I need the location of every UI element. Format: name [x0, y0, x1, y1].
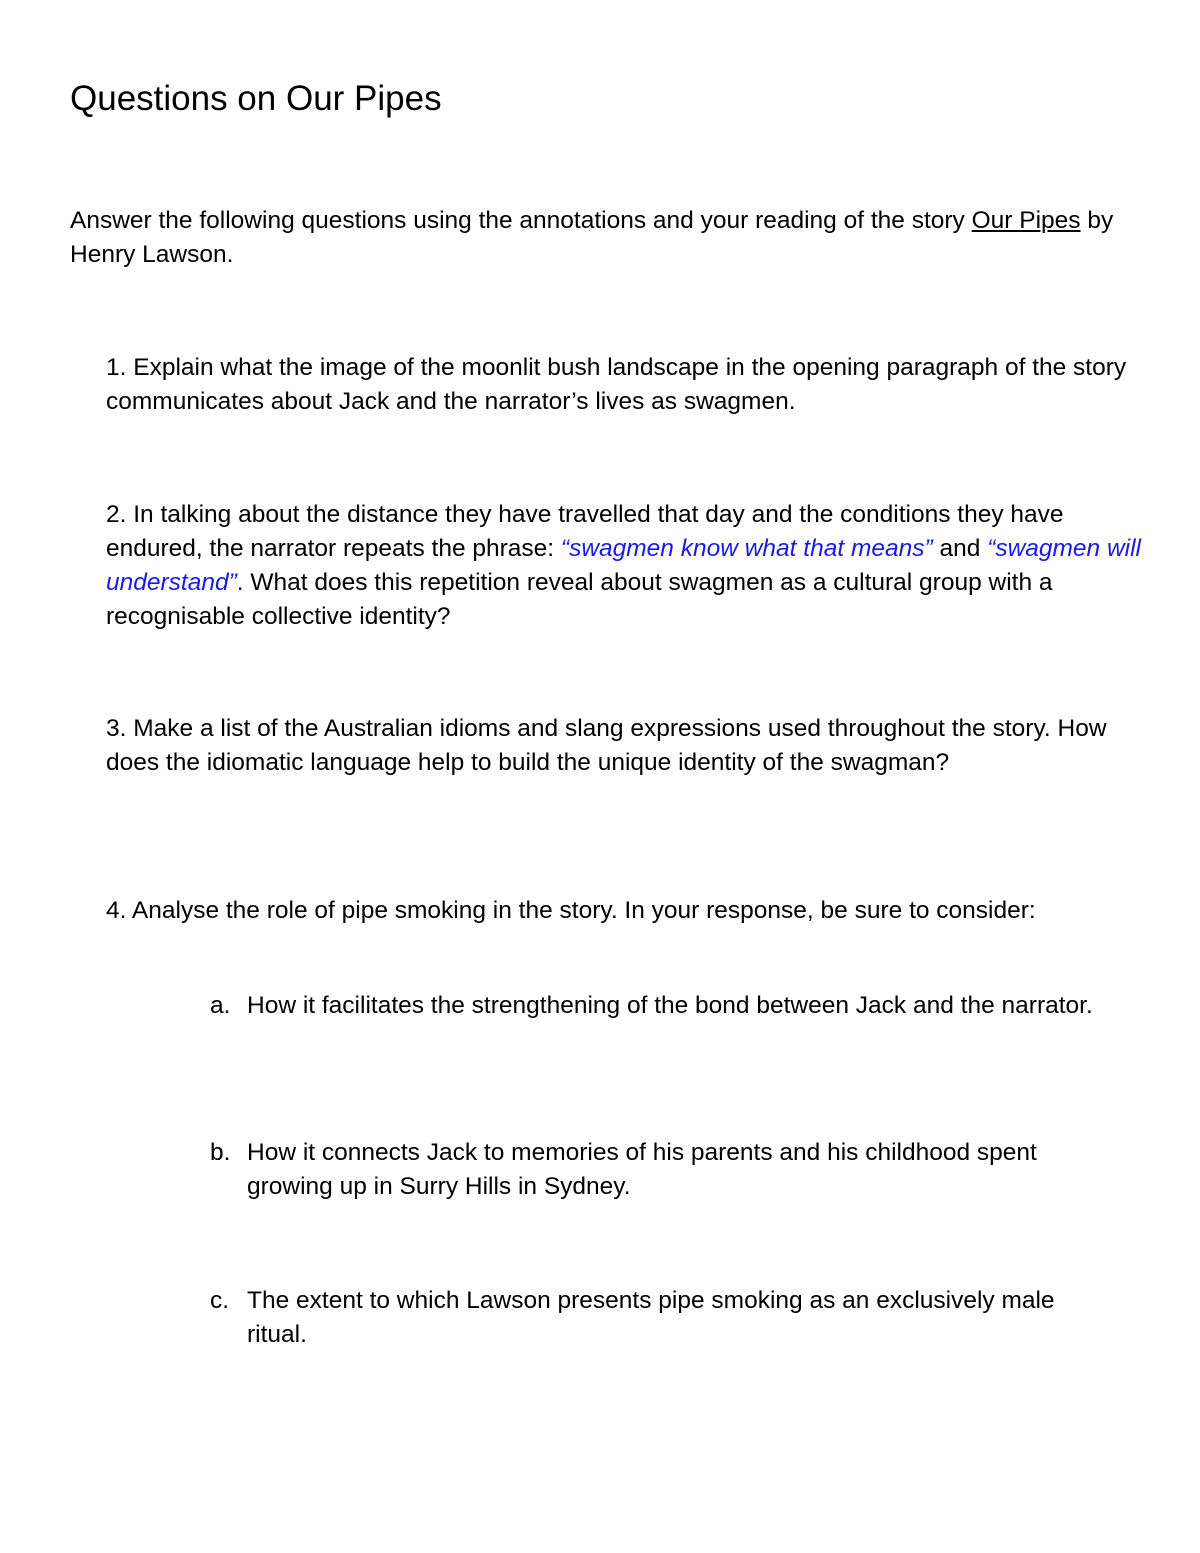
- subpoint-text: How it connects Jack to memories of his parents and his childhood spent growing up in Surry Hills in Sydney.: [247, 1139, 1037, 1200]
- question-number: 3.: [106, 715, 127, 742]
- quote-swagmen-understand: “swagmen will understand”: [106, 535, 1141, 596]
- question-text: Analyse the role of pipe smoking in the story. In your response, be sure to consider:: [131, 897, 1036, 924]
- question-text: Make a list of the Australian idioms and slang expressions used throughout the story. How does the idiomatic language help to build the unique identity of the swagman?: [106, 715, 1107, 776]
- intro-paragraph: [70, 204, 1140, 272]
- intro-text-before: Answer the following questions using the annotations and your reading of the story: [70, 207, 972, 234]
- question-1: [106, 351, 1146, 419]
- subpoint-a: [210, 989, 1110, 1023]
- intro-text-after: by Henry Lawson.: [70, 207, 1114, 268]
- subpoint-letter: a.: [210, 992, 231, 1019]
- question-2: [106, 498, 1146, 634]
- question-3: [106, 712, 1146, 780]
- subpoint-text: The extent to which Lawson presents pipe smoking as an exclusively male ritual.: [247, 1287, 1055, 1348]
- story-title: Our Pipes: [971, 207, 1081, 234]
- question-number: 2.: [106, 501, 127, 528]
- subpoint-c: [210, 1284, 1110, 1352]
- question-text-before: In talking about the distance they have travelled that day and the conditions they have endured, the narrator repeats the phrase:: [106, 501, 1064, 562]
- subpoint-letter: b.: [210, 1139, 231, 1166]
- question-text-middle: and: [932, 535, 988, 562]
- question-text: Explain what the image of the moonlit bush landscape in the opening paragraph of the story communicates about Jack and the narrator’s lives as swagmen.: [106, 354, 1127, 415]
- subpoint-text: How it facilitates the strengthening of the bond between Jack and the narrator.: [247, 992, 1093, 1019]
- question-number: 4.: [106, 897, 127, 924]
- question-number: 1.: [106, 354, 127, 381]
- question-text-after: . What does this repetition reveal about swagmen as a cultural group with a recognisable collective identity?: [106, 569, 1053, 630]
- question-4: [106, 893, 1066, 929]
- subpoint-b: [210, 1136, 1110, 1204]
- subpoint-letter: c.: [210, 1287, 230, 1314]
- page-title: Questions on Our Pipes: [70, 79, 442, 118]
- quote-swagmen-know: “swagmen know what that means”: [560, 535, 933, 562]
